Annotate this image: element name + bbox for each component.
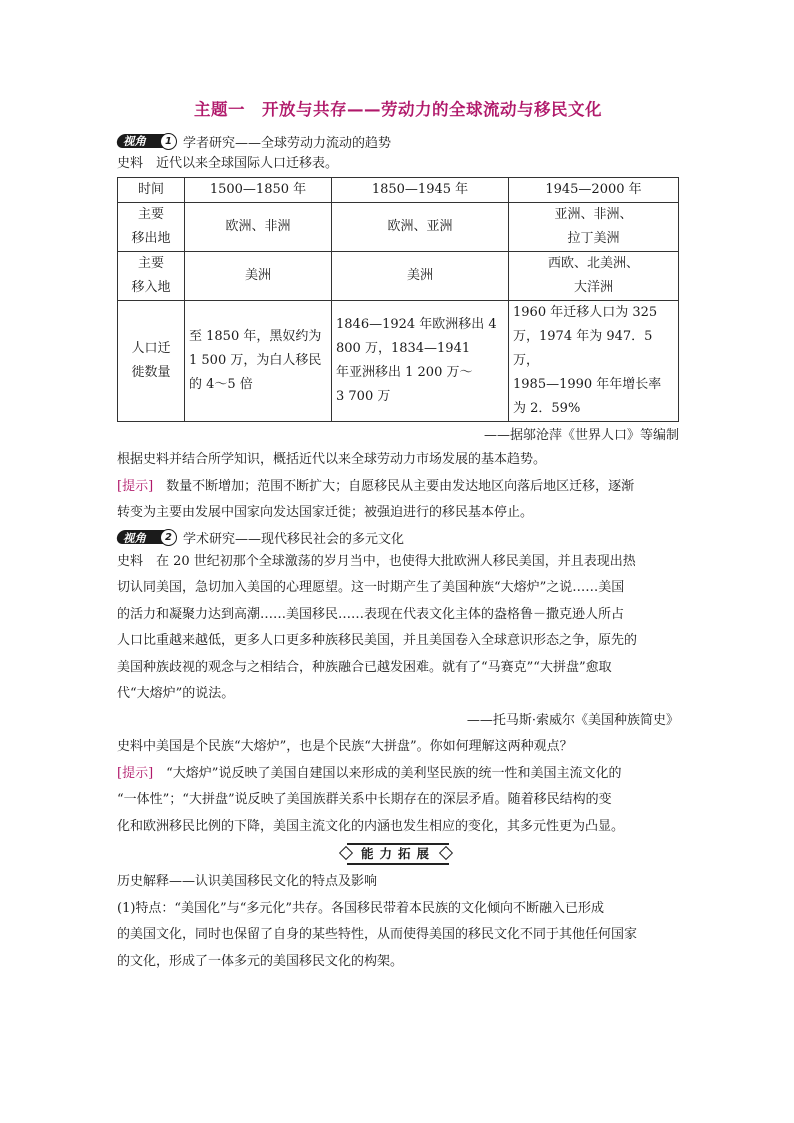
hint-label: [提示] <box>117 765 154 781</box>
header-cell: 1850—1945 年 <box>332 178 509 203</box>
table-cell: 美洲 <box>185 252 332 301</box>
section2-heading-row <box>117 527 679 549</box>
table-cell: 欧洲、非洲 <box>185 203 332 252</box>
document-page <box>117 96 679 975</box>
badge-number: 2 <box>160 529 177 546</box>
page-title: 主题一 开放与共存——劳动力的全球流动与移民文化 <box>194 100 602 119</box>
ability-banner-wrap <box>117 843 679 865</box>
header-cell: 1945—2000 年 <box>509 178 679 203</box>
table-cell: 至 1850 年，黑奴约为 1 500 万，为白人移民 的 4～5 倍 <box>185 301 332 422</box>
table-row <box>118 252 679 301</box>
section2-hint: [提示] “大熔炉”说反映了美国自建国以来形成的美利坚民族的统一性和美国主流文化的 “一体性”；“大拼盘”说反映了美国族群关系中长期存在的深层矛盾。随着移民结构的变 化和欧洲移民比例的下降，美国主流文化的内涵也发生相应的变化，其多元性更为凸显。 <box>117 765 625 834</box>
section1-heading: 学者研究——全球劳动力流动的趋势 <box>183 135 392 151</box>
section2-citation: ——托马斯·索威尔《美国种族简史》 <box>466 712 679 728</box>
table-cell: 亚洲、非洲、 拉丁美洲 <box>509 203 679 252</box>
header-cell: 时间 <box>118 178 185 203</box>
row-label-cell: 主要 移入地 <box>118 252 185 301</box>
perspective-badge-1 <box>117 133 179 150</box>
badge-text: 视角 <box>123 134 146 148</box>
section1-heading-row <box>117 130 679 152</box>
section3-heading: 历史解释——认识美国移民文化的特点及影响 <box>117 874 378 889</box>
section1-question: 根据史料并结合所学知识，概括近代以来全球劳动力市场发展的基本趋势。 <box>117 452 547 467</box>
ability-banner: 能力拓展 <box>347 843 449 865</box>
section1-citation: ——据邬沧萍《世界人口》等编制 <box>483 428 679 443</box>
table-header-row <box>118 178 679 203</box>
row-label-cell: 人口迁 徙数量 <box>118 301 185 422</box>
section1-hint: [提示] 数量不断增加；范围不断扩大；自愿移民从主要由发达地区向落后地区迁移，逐渐 转变为主要由发展中国家向发达国家迁徙；被强迫进行的移民基本停止。 <box>117 478 635 520</box>
badge-number: 1 <box>160 133 177 150</box>
section3-body: (1)特点：“美国化”与“多元化”共存。各国移民带着本民族的文化倾向不断融入已形成 的美国文化，同时也保留了自身的某些特性，从而使得美国的移民文化不同于其他任何国家 的文化，形成了一体多元的美国移民文化的构架。 <box>117 900 638 969</box>
table-cell: 欧洲、亚洲 <box>332 203 509 252</box>
table-row <box>118 203 679 252</box>
perspective-badge-2 <box>117 529 179 546</box>
table-cell: 1846—1924 年欧洲移出 4 800 万，1834—1941 年亚洲移出 1 200 万～ 3 700 万 <box>332 301 509 422</box>
table-cell: 1960 年迁移人口为 325 万，1974 年为 947．5 万， 1985—1990 年年增长率 为 2．59% <box>509 301 679 422</box>
row-label-cell: 主要 移出地 <box>118 203 185 252</box>
section1-source-intro: 史料 近代以来全球国际人口迁移表。 <box>117 156 339 171</box>
badge-text: 视角 <box>123 530 146 545</box>
table-cell: 西欧、北美洲、 大洋洲 <box>509 252 679 301</box>
table-row <box>118 301 679 422</box>
migration-table <box>117 177 679 422</box>
section2-question: 史料中美国是个民族“大熔炉”，也是个民族“大拼盘”。你如何理解这两种观点？ <box>117 739 573 754</box>
section2-heading: 学术研究——现代移民社会的多元文化 <box>183 532 405 547</box>
section2-source: 史料 在 20 世纪初那个全球激荡的岁月当中，也使得大批欧洲人移民美国，并且表现出热 切认同美国，急切加入美国的心理愿望。这一时期产生了美国种族“大熔炉”之说……美国 的活力和凝聚力达到高潮……美国移民……表现在代表文化主体的盎格鲁－撒克逊人所占 人口比重越来越低，更多人口更多种族移民美国，并且美国卷入全球意识形态之争，原先的 美国种族歧视的观念与之相结合，种族融合已越发困难。就有了“马赛克”“大拼盘”愈取 代“大熔炉”的说法。 <box>117 553 638 701</box>
header-cell: 1500—1850 年 <box>185 178 332 203</box>
hint-label: [提示] <box>117 478 154 494</box>
table-cell: 美洲 <box>332 252 509 301</box>
